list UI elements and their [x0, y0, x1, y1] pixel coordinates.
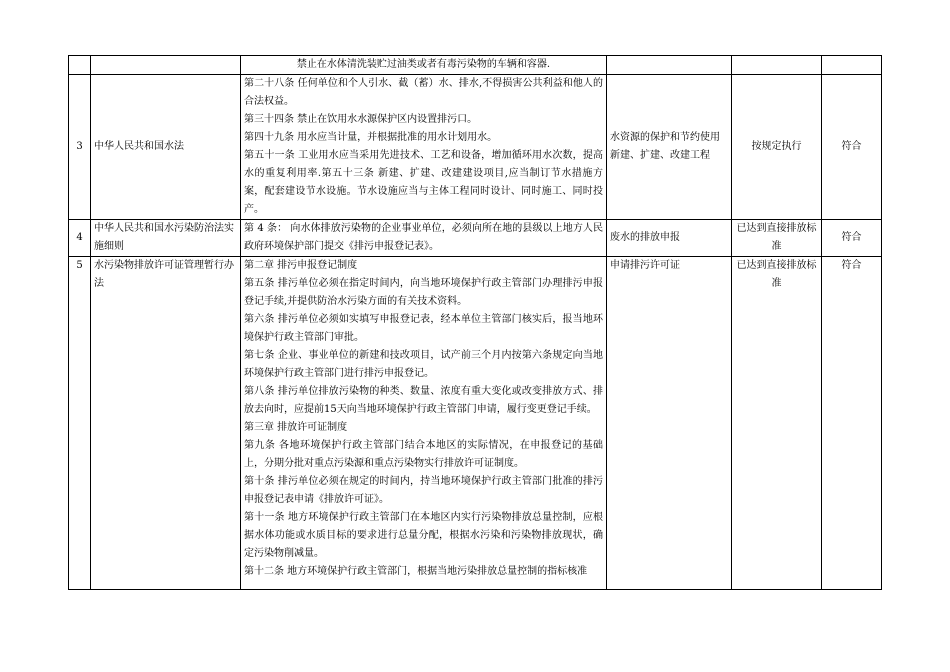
clause-text: 第八条 排污单位排放污染物的种类、数量、浓度有重大变化或改变排放方式、排放去向时，应提前15天向当地环境保护行政主管部门申请，履行变更登记手续。	[244, 386, 603, 415]
applicable-item	[607, 56, 732, 75]
law-name: 水污染物排放许可证管理暂行办法	[91, 257, 241, 590]
clause-text: 第三章 排放许可证制度	[244, 422, 348, 433]
row-number: 5	[69, 257, 91, 590]
law-name: 中华人民共和国水污染防治法实施细则	[91, 220, 241, 257]
table-row	[69, 220, 882, 257]
table-row	[69, 56, 882, 75]
compliance-status: 符合	[822, 75, 882, 220]
clause-text: 第五十一条 工业用水应当采用先进技术、工艺和设备，增加循环用水次数，提高水的重复利用率.第五十三条 新建、扩建、改建建设项目,应当制订节水措施方案，配套建设节水设施。节水设施应当与主体工程同时设计、同时施工、同时投产。	[244, 150, 603, 215]
compliance-status	[822, 56, 882, 75]
clause-text: 第 4 条： 向水体排放污染物的企业事业单位，必须向所在地的县级以上地方人民政府环境保护部门提交《排污申报登记表》。	[244, 223, 603, 252]
law-clauses	[241, 75, 607, 220]
control-measure: 已达到直接排放标准	[732, 220, 822, 257]
item-text: 废水的排放申报	[610, 232, 680, 243]
applicable-item	[607, 220, 732, 257]
clause-text: 第二十八条 任何单位和个人引水、截（蓄）水、排水,不得损害公共利益和他人的合法权益。	[244, 78, 603, 107]
clause-text: 第四十九条 用水应当计量，并根据批准的用水计划用水。	[244, 132, 498, 143]
law-name: 中华人民共和国水法	[91, 75, 241, 220]
applicable-item	[607, 257, 732, 590]
row-number: 4	[69, 220, 91, 257]
regulation-compliance-table	[68, 55, 882, 590]
control-measure	[732, 56, 822, 75]
control-measure: 按规定执行	[732, 75, 822, 220]
clause-text: 第三十四条 禁止在饮用水水源保护区内设置排污口。	[244, 114, 478, 125]
law-name	[91, 56, 241, 75]
item-text: 水资源的保护和节约使用	[610, 132, 720, 143]
table-row	[69, 75, 882, 220]
clause-text: 第九条 各地环境保护行政主管部门结合本地区的实际情况，在申报登记的基础上，分期分批对重点污染源和重点污染物实行排放许可证制度。	[244, 440, 603, 469]
item-text: 申请排污许可证	[610, 260, 680, 271]
clause-text: 第十条 排污单位必须在规定的时间内，持当地环境保护行政主管部门批准的排污申报登记表申请《排放许可证》。	[244, 476, 603, 505]
clause-text: 第七条 企业、事业单位的新建和技改项目，试产前三个月内按第六条规定向当地环境保护行政主管部门进行排污申报登记。	[244, 350, 603, 379]
applicable-item	[607, 75, 732, 220]
clause-text: 第五条 排污单位必须在指定时间内，向当地环境保护行政主管部门办理排污申报登记手续,并提供防治水污染方面的有关技术资料。	[244, 278, 603, 307]
clause-text: 禁止在水体清洗装贮过油类或者有毒污染物的车辆和容器.	[296, 59, 551, 70]
clause-text: 第十二条 地方环境保护行政主管部门，根据当地污染排放总量控制的指标核准	[244, 566, 588, 577]
compliance-status: 符合	[822, 257, 882, 590]
row-number	[69, 56, 91, 75]
item-text: 新建、扩建、改建工程	[610, 150, 710, 161]
compliance-status: 符合	[822, 220, 882, 257]
table-row	[69, 257, 882, 590]
clause-text: 第六条 排污单位必须如实填写申报登记表，经本单位主管部门核实后，报当地环境保护行政主管部门审批。	[244, 314, 603, 343]
row-number: 3	[69, 75, 91, 220]
control-measure: 已达到直接排放标准	[732, 257, 822, 590]
law-clauses	[241, 220, 607, 257]
law-clauses	[241, 56, 607, 75]
law-clauses	[241, 257, 607, 590]
clause-text: 第二章 排污申报登记制度	[244, 260, 358, 271]
clause-text: 第十一条 地方环境保护行政主管部门在本地区内实行污染物排放总量控制，应根据水体功能或水质目标的要求进行总量分配，根据水污染和污染物排放现状，确定污染物削减量。	[244, 512, 603, 559]
